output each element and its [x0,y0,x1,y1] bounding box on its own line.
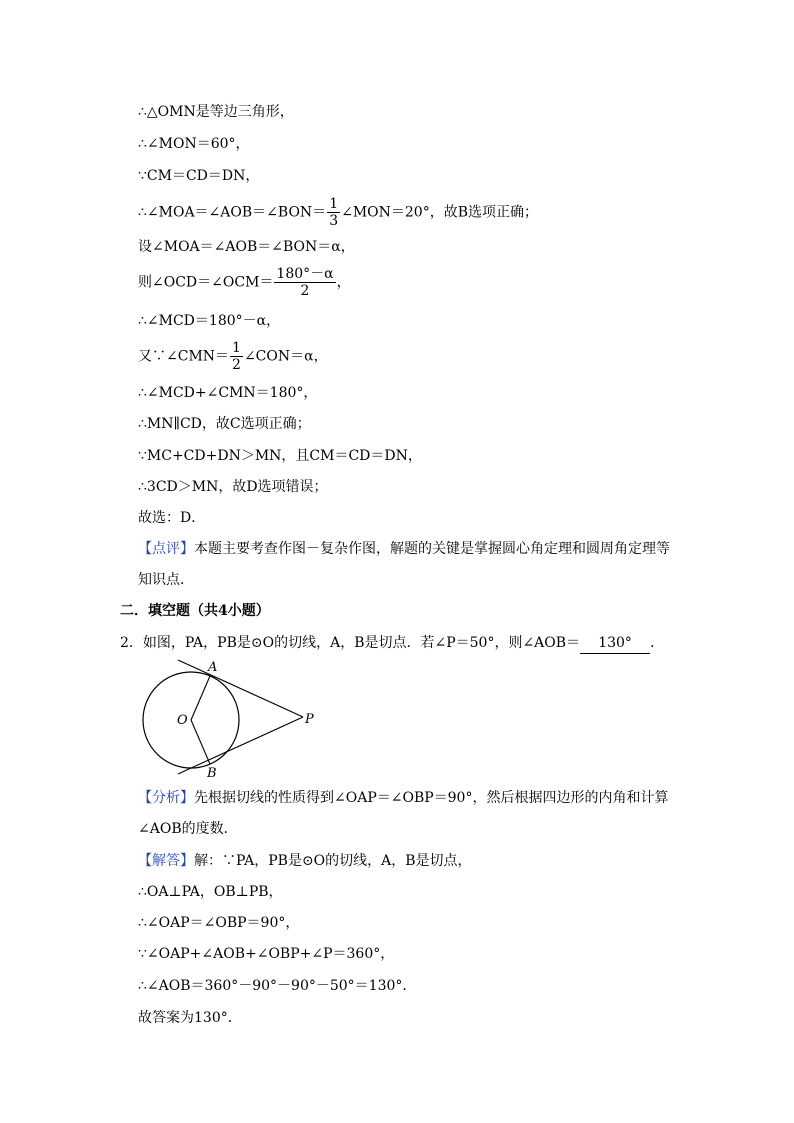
proof-line-5: 设∠MOA＝∠AOB＝∠BON＝α， [138,239,355,255]
problem-text: 如图，PA，PB是⊙O的切线，A，B是切点．若∠P＝50°，则∠AOB＝ [142,635,581,651]
comment-text: 本题主要考查作图－复杂作图，解题的关键是掌握圆心角定理和圆周角定理等 [194,541,670,557]
answer-blank: 130° [580,633,650,654]
problem-number: 2． [120,635,143,651]
proof-line-7: ∴∠MCD＝180°－α， [138,313,281,329]
analysis-tag: 【分析】 [138,790,194,806]
proof-line-2: ∴∠MON＝60°， [138,136,250,152]
radius-ob [191,720,210,764]
proof-line-8 [138,340,328,373]
solution-line [138,851,472,871]
proof-line-6-pre: 则∠OCD＝∠OCM＝ [138,274,274,291]
analysis-line-2: ∠AOB的度数． [138,821,238,837]
radius-oa [191,676,210,720]
proof-line-8-post: ∠CON＝α， [243,348,328,365]
proof-line-1: ∴△OMN是等边三角形， [138,104,294,120]
fraction-denominator: 2 [232,357,241,373]
fraction-one-third [327,196,340,229]
label-o: O [177,713,188,728]
solution-line-5: 故答案为130°． [138,1010,242,1026]
solution-line-2: ∴∠OAP＝∠OBP＝90°， [138,915,300,931]
label-a: A [208,660,218,675]
fraction-numerator: 180°－α [276,266,334,282]
fraction-numerator: 1 [232,340,241,356]
analysis-text: 先根据切线的性质得到∠OAP＝∠OBP＝90°，然后根据四边形的内角和计算 [194,790,669,806]
proof-line-10: ∴MN∥CD，故C选项正确； [138,416,311,432]
tangent-pb [178,717,303,774]
proof-line-4 [138,196,538,229]
solution-text: 解：∵PA，PB是⊙O的切线，A，B是切点， [194,853,472,869]
proof-line-12: ∴3CD＞MN，故D选项错误； [138,479,328,495]
solution-line-1: ∴OA⊥PA，OB⊥PB， [138,884,283,900]
proof-line-4-post: ∠MON＝20°，故B选项正确； [341,204,539,221]
fraction-numerator: 1 [329,196,339,212]
tangent-figure [130,658,330,782]
analysis-line [138,788,668,808]
proof-line-8-pre: 又∵∠CMN＝ [138,348,230,365]
label-b: B [207,766,217,781]
section-title: 二．填空题（共4小题） [120,603,270,619]
label-p: P [305,712,314,727]
proof-line-3: ∵CM＝CD＝DN， [138,168,260,184]
problem-statement [120,633,664,654]
proof-line-9: ∴∠MCD+∠CMN＝180°， [138,385,318,401]
problem-text-end: ． [650,635,665,651]
fraction-denominator: 3 [329,213,339,229]
solution-line-4: ∴∠AOB＝360°－90°－90°－50°＝130°． [138,978,417,994]
fraction-one-half [230,340,243,373]
fraction-angle [274,266,335,299]
fraction-denominator: 2 [300,283,310,299]
comment-line [138,539,670,559]
comment-tag: 【点评】 [138,541,194,557]
proof-line-13: 故选：D． [138,510,206,526]
comment-line-2: 知识点． [138,572,194,588]
tangent-pa [178,660,303,717]
solution-line-3: ∵∠OAP+∠AOB+∠OBP+∠P＝360°， [138,946,395,962]
proof-line-11: ∵MC+CD+DN＞MN，且CM＝CD＝DN， [138,448,422,464]
proof-line-6 [138,266,351,299]
proof-line-4-pre: ∴∠MOA＝∠AOB＝∠BON＝ [138,204,327,221]
solution-tag: 【解答】 [138,853,194,869]
proof-line-6-post: ， [336,274,351,291]
